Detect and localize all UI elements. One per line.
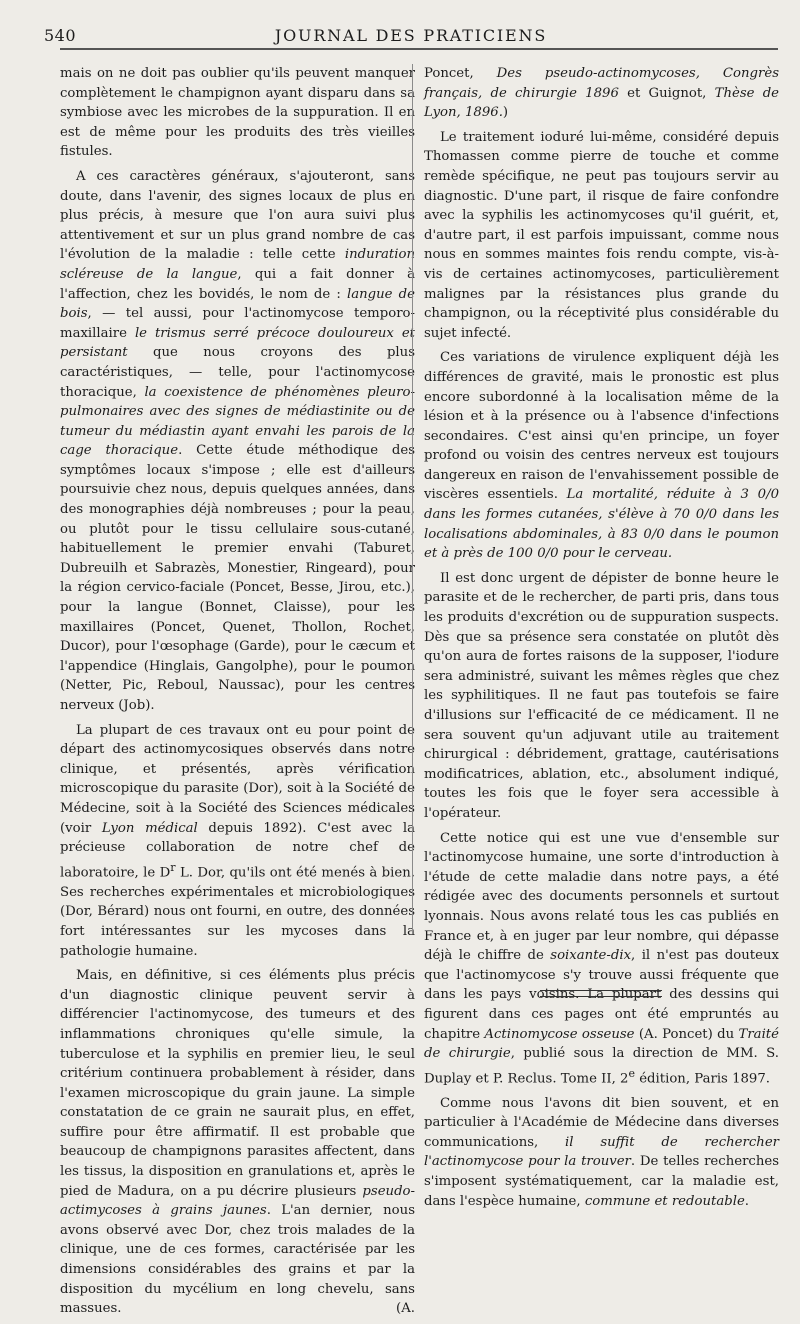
page-header <box>44 26 778 56</box>
left-paragraph-4: Mais, en définitive, si ces éléments plus précis d'un diagnostic clinique peuvent servir à différencier l'actinomycose, des tumeurs et des inflammations chroniques qu'elle simule, la tuberculose et la syphilis en premier lieu, le seul critérium continuera probablement à résider, dans l'examen microscopique du grain jaune. La simple constatation de ce grain ne saurait plus, en effet, suffire pour être affirmatif. Il est probable que beaucoup de champignons parasites affectent, dans les tissus, la disposition en granulations et, après le pied de Madura, on a pu décrire plusieurs pseudo-actimycoses à grains jaunes. L'an dernier, nous avons observé avec Dor, chez trois malades de la clinique, une de ces formes, caractérisée par les dimensions considérables des grains et par la disposition du mycélium en long chevelu, sans massues. (A. <box>60 968 415 1317</box>
header-rule <box>60 48 778 50</box>
running-title: JOURNAL DES PRATICIENS <box>274 26 548 45</box>
left-paragraph-3: La plupart de ces travaux ont eu pour point de départ des actinomycosiques observés dans notre clinique, et présentés, après vérification microscopique du parasite (Dor), soit à la Société de Médecine, soit à la Société des Sciences médicales (voir Lyon médical depuis 1892). C'est avec la précieuse collaboration de notre chef de laboratoire, le $D^r$ L. Dor, qu'ils ont été menés à bien. Ses recherches expérimentales et microbiologiques (Dor, Bérard) nous ont fourni, en outre, des données fort intéressantes sur les mycoses dans la pathologie humaine. <box>60 722 415 959</box>
right-paragraph-5: Cette notice qui est une vue d'ensemble sur l'actinomycose humaine, une sorte d'introduction à l'étude de cette maladie dans notre pays, a été rédigée avec des documents personnels et surtout lyonnais. Nous avons relaté tous les cas publiés en France et, à en juger par leur nombre, qui dépasse déjà le chiffre de soixante-dix, il n'est pas douteux que l'actinomycose s'y trouve aussi fréquente que dans les pays voisins. La plupart des dessins qui figurent dans ces pages ont été empruntés au chapitre Actinomycose osseuse (A. Poncet) du Traité de chirurgie, publié sous la direction de MM. S. Duplay et P. Reclus. Tome II, 2e édition, Paris 1897. <box>424 830 779 1087</box>
left-column <box>60 64 415 1324</box>
right-paragraph-2: Le traitement ioduré lui-même, considéré depuis Thomassen comme pierre de touche et comme remède spécifique, ne peut pas toujours servir au diagnostic. D'une part, il risque de faire confondre avec la syphilis les actinomycoses qu'il guérit, et, d'autre part, il est parfois impuissant, comme nous nous en sommes maintes fois rendu compte, vis-à-vis de certaines actinomycoses, particulièrement malignes par la résistances plus grande du champignon, ou la réceptivité plus considérable du sujet infecté. <box>424 129 779 341</box>
column-divider <box>412 64 413 934</box>
right-column <box>424 64 779 1216</box>
right-paragraph-6: Comme nous l'avons dit bien souvent, et en particulier à l'Académie de Médecine dans diverses communications, il suffit de rechercher l'actinomycose pour la trouver. De telles recherches s'imposent systématiquement, car la maladie est, dans l'espèce humaine, commune et redoutable. <box>424 1095 780 1209</box>
page-number: 540 <box>44 26 77 45</box>
end-of-article-rule <box>540 990 662 997</box>
right-paragraph-4: Il est donc urgent de dépister de bonne heure le parasite et de le rechercher, de parti pris, dans tous les produits d'excrétion ou de suppuration suspects. Dès que sa présence sera constatée on plutôt dès qu'on aura de fortes raisons de la supposer, l'iodure sera administré, suivant les mêmes règles que chez les syphilitiques. Il ne faut pas toutefois se faire d'illusions sur l'efficacité de ce médicament. Il ne sera souvent qu'un adjuvant utile au traitement chirurgical : débridement, grattage, cautérisations modificatrices, ablation, etc., absolument indiqué, toutes les fois que le foyer sera accessible à l'opérateur. <box>424 570 779 821</box>
right-paragraph-3: Ces variations de virulence expliquent déjà les différences de gravité, mais le pronostic est plus encore subordonné à la localisation même de la lésion et à la présence ou à l'absence d'infections secondaires. C'est ainsi qu'en principe, un foyer profond ou voisin des centres nerveux est toujours dangereux en raison de l'envahissement possible de viscères essentiels. La mortalité, réduite à 3 0/0 dans les formes cutanées, s'élève à 70 0/0 dans les localisations abdominales, à 83 0/0 dans le poumon et à près de 100 0/0 pour le cerveau. <box>424 350 779 562</box>
left-paragraph-2: A ces caractères généraux, s'ajouteront, sans doute, dans l'avenir, des signes locaux de plus en plus précis, à mesure que l'on aura suivi plus attentivement et sur un plus grand nombre de cas l'évolution de la maladie : telle cette induration scléreuse de la langue, qui a fait donner à l'affection, chez les bovidés, le nom de : langue de bois, — tel aussi, pour l'actinomycose temporo-maxillaire le trismus serré précoce douloureux et persistant que nous croyons des plus caractéristiques, — telle, pour l'actinomycose thoracique, la coexistence de phénomènes pleuro-pulmonaires avec des signes de médiastinite ou de tumeur du médiastin ayant envahi les parois de la cage thoracique. Cette étude méthodique des symptômes locaux s'impose ; elle est d'ailleurs poursuivie chez nous, depuis quelques années, dans des monographies déjà nombreuses ; pour la peau, ou plutôt pour le tissu cellulaire sous-cutané, habituellement le premier envahi (Taburet, Dubreuilh et Sabrazès, Monestier, Ringeard), pour la région cervico-faciale (Poncet, Besse, Jirou, etc.), pour la langue (Bonnet, Claisse), pour les maxillaires (Poncet, Quenet, Thollon, Rochet, Ducor), pour l'œsophage (Garde), pour le cæcum et l'appendice (Hinglais, Gangolphe), pour le poumon (Netter, Pic, Reboul, Naussac), pour les centres nerveux (Job). <box>60 168 416 713</box>
left-paragraph-1: mais on ne doit pas oublier qu'ils peuvent manquer complètement le champignon ayant disparu dans sa symbiose avec les microbes de la suppuration. Il en est de même pour les produits des très vieilles fistules. <box>60 66 415 160</box>
right-paragraph-1: Poncet, Des pseudo-actinomycoses, Congrès français, de chirurgie 1896 et Guignot, Thèse de Lyon, 1896.) <box>424 66 780 121</box>
